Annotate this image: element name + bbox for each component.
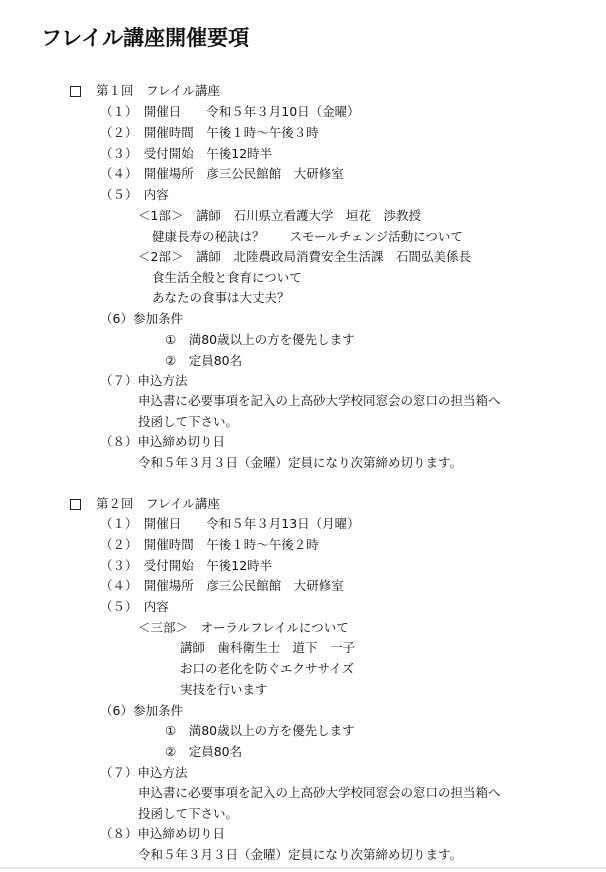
- part1-lecturer: ＜1部＞ 講師 石川県立看護大学 垣花 渉教授: [138, 208, 421, 223]
- event-date: （１） 開催日 令和５年３月13日（月曜）: [100, 516, 360, 531]
- apply-method-2: 投函して下さい。: [138, 806, 239, 821]
- deadline-label: （８）申込締め切り日: [100, 826, 226, 841]
- apply-method-label: （７）申込方法: [100, 373, 188, 388]
- condition-1: ① 満80歳以上の方を優先します: [165, 332, 355, 347]
- checkbox-icon: [70, 86, 81, 97]
- content-label: （５） 内容: [100, 187, 169, 202]
- reception-start: （３） 受付開始 午後12時半: [100, 146, 273, 161]
- conditions-label: （6）参加条件: [100, 311, 183, 326]
- event-date: （１） 開催日 令和５年３月10日（金曜）: [100, 104, 360, 119]
- apply-method-label: （７）申込方法: [100, 765, 188, 780]
- part2-lecturer: ＜2部＞ 講師 北陸農政局消費安全生活課 石間弘美係長: [138, 249, 471, 264]
- apply-method-2: 投函して下さい。: [138, 414, 239, 429]
- deadline-label: （８）申込締め切り日: [100, 434, 226, 449]
- part2-topic-1: 食生活全般と食育について: [152, 270, 302, 285]
- part2-topic-2: あなたの食事は大丈夫？: [152, 290, 290, 305]
- event-time: （２） 開催時間 午後１時〜午後３時: [100, 125, 319, 140]
- document-title: フレイル講座開催要項: [41, 26, 250, 50]
- conditions-label: （6）参加条件: [100, 703, 183, 718]
- part3-topic-2: 実技を行います: [180, 682, 268, 697]
- part3-lecturer: 講師 歯科衛生士 道下 一子: [180, 640, 356, 655]
- part3-topic-1: お口の老化を防ぐエクササイズ: [180, 661, 355, 676]
- condition-2: ② 定員80名: [165, 353, 243, 368]
- section-heading: 第２回 フレイル講座: [96, 496, 220, 511]
- deadline: 令和５年３月３日（金曜）定員になり次第締め切ります。: [138, 847, 463, 862]
- reception-start: （３） 受付開始 午後12時半: [100, 558, 273, 573]
- event-place: （４） 開催場所 彦三公民館館 大研修室: [100, 166, 344, 181]
- deadline: 令和５年３月３日（金曜）定員になり次第締め切ります。: [138, 455, 463, 470]
- content-label: （５） 内容: [100, 599, 169, 614]
- section-heading: 第１回 フレイル講座: [96, 83, 220, 98]
- part1-topic: 健康長寿の秘訣は？ スモールチェンジ活動について: [152, 229, 463, 244]
- event-place: （４） 開催場所 彦三公民館館 大研修室: [100, 578, 344, 593]
- page-bottom-divider: [0, 867, 606, 869]
- event-time: （２） 開催時間 午後１時〜午後２時: [100, 537, 319, 552]
- condition-1: ① 満80歳以上の方を優先します: [165, 723, 355, 738]
- condition-2: ② 定員80名: [165, 744, 243, 759]
- part3-title: ＜三部＞ オーラルフレイルについて: [138, 620, 349, 635]
- apply-method-1: 申込書に必要事項を記入の上高砂大学校同窓会の窓口の担当箱へ: [138, 785, 501, 800]
- checkbox-icon: [70, 499, 81, 510]
- apply-method-1: 申込書に必要事項を記入の上高砂大学校同窓会の窓口の担当箱へ: [138, 393, 501, 408]
